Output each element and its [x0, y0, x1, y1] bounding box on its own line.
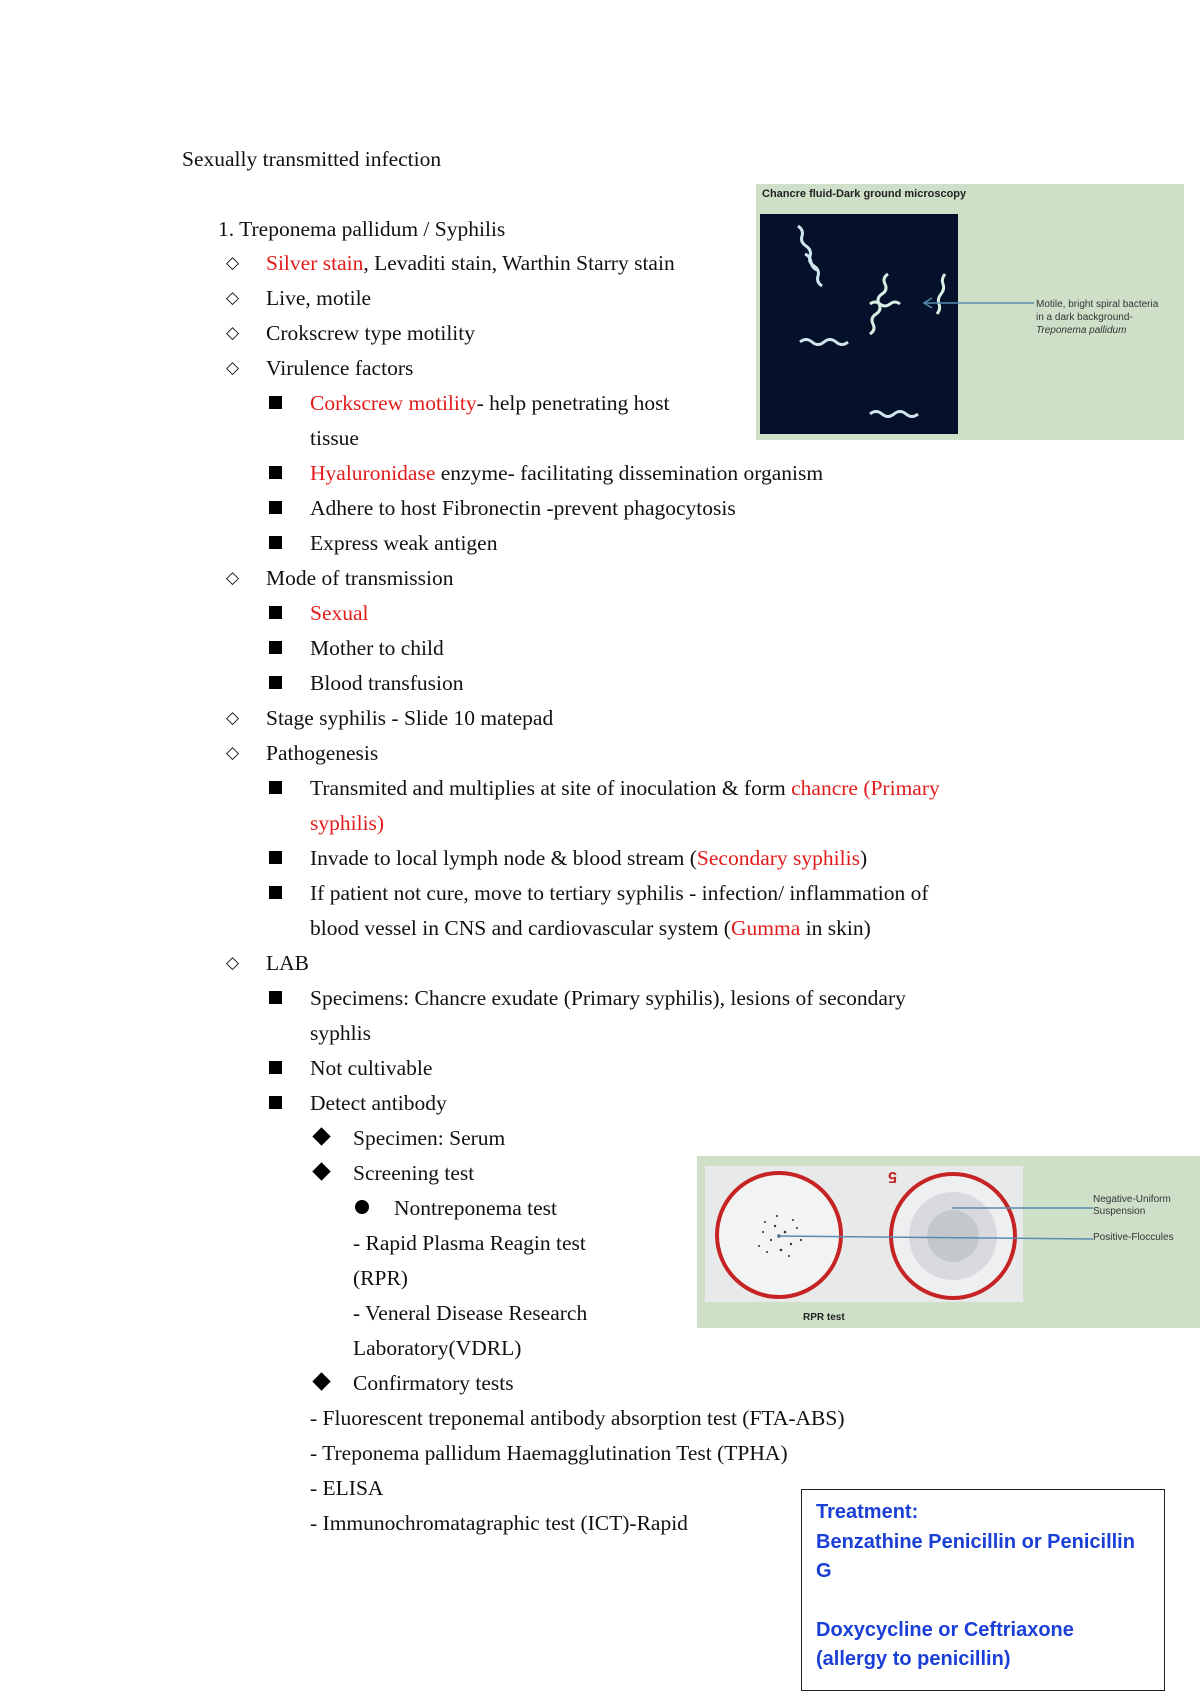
transmission-label: Mode of transmission — [266, 566, 454, 590]
circle-bullet-icon — [355, 1200, 369, 1214]
p3-post-text: in skin) — [800, 916, 871, 940]
vdrl-line-2: Laboratory(VDRL) — [353, 1336, 522, 1360]
motility-item: Crokscrew type motility — [266, 321, 475, 345]
note-line-2: in a dark background- — [1036, 312, 1133, 323]
note-line-3: Treponema pallidum — [1036, 325, 1127, 336]
rpr-line-2: (RPR) — [353, 1266, 408, 1290]
diamond-bullet-icon — [312, 1372, 330, 1390]
pathogenesis-item-2 — [310, 843, 867, 873]
pathogenesis-item-1 — [310, 773, 940, 803]
treatment-box — [801, 1489, 1165, 1691]
negative-label — [1093, 1194, 1171, 1218]
pathogenesis-item-1-cont: syphilis) — [310, 811, 385, 835]
square-bullet-icon — [269, 851, 282, 864]
treatment-line-2: Doxycycline or Ceftriaxone — [816, 1618, 1074, 1641]
spirochete-drawing — [760, 214, 958, 434]
stage-item: Stage syphilis - Slide 10 matepad — [266, 706, 554, 730]
adhere-item: Adhere to host Fibronectin -prevent phagocytosis — [310, 496, 736, 520]
p1-text: Transmited and multiplies at site of inoculation & form — [310, 776, 792, 800]
pointer-arrow-icon — [916, 274, 1036, 314]
treatment-line-1: Benzathine Penicillin or Penicillin G — [816, 1530, 1135, 1582]
microscopy-figure — [756, 184, 1184, 440]
lab-label: LAB — [266, 951, 309, 975]
elisa-item: - ELISA — [310, 1476, 384, 1500]
square-bullet-icon — [269, 501, 282, 514]
negative-label-line-1: Negative-Uniform — [1093, 1194, 1171, 1205]
pathogenesis-label: Pathogenesis — [266, 741, 379, 765]
hollow-diamond-bullet-icon: ◇ — [226, 288, 240, 307]
rpr-caption: RPR test — [803, 1312, 845, 1323]
square-bullet-icon — [269, 886, 282, 899]
specimens-item: Specimens: Chancre exudate (Primary syphilis), lesions of secondary — [310, 986, 906, 1010]
square-bullet-icon — [269, 1061, 282, 1074]
stain-rest-text: , Levaditi stain, Warthin Starry stain — [363, 251, 675, 275]
hollow-diamond-bullet-icon: ◇ — [226, 568, 240, 587]
square-bullet-icon — [269, 606, 282, 619]
treatment-title: Treatment: — [816, 1501, 919, 1523]
positive-label: Positive-Floccules — [1093, 1232, 1174, 1243]
p2-text: Invade to local lymph node & blood stream ( — [310, 846, 697, 870]
square-bullet-icon — [269, 641, 282, 654]
corkscrew-item — [310, 388, 669, 418]
corkscrew-continuation: tissue — [310, 426, 359, 450]
hyaluronidase-item — [310, 458, 823, 488]
live-item: Live, motile — [266, 286, 372, 310]
microscopy-caption: Chancre fluid-Dark ground microscopy — [762, 188, 967, 200]
stain-red-text: Silver stain — [266, 251, 364, 275]
not-cultivable-item: Not cultivable — [310, 1056, 433, 1080]
diamond-bullet-icon — [312, 1127, 330, 1145]
hollow-diamond-bullet-icon: ◇ — [226, 253, 240, 272]
specimens-item-cont: syphlis — [310, 1021, 371, 1045]
nontreponema-item: Nontreponema test — [394, 1196, 557, 1220]
microscopy-note — [1036, 298, 1186, 337]
card-number: 5 — [888, 1168, 897, 1185]
square-bullet-icon — [269, 991, 282, 1004]
square-bullet-icon — [269, 536, 282, 549]
tpha-item: - Treponema pallidum Haemagglutination Test (TPHA) — [310, 1441, 788, 1465]
negative-label-line-2: Suspension — [1093, 1206, 1146, 1217]
pathogenesis-item-3-cont — [310, 913, 871, 943]
p2-post-text: ) — [859, 846, 868, 870]
confirmatory-item: Confirmatory tests — [353, 1371, 514, 1395]
p1-red-text: chancre (Primary — [791, 776, 940, 800]
hollow-diamond-bullet-icon: ◇ — [226, 953, 240, 972]
mother-item: Mother to child — [310, 636, 444, 660]
fta-item: - Fluorescent treponemal antibody absorption test (FTA-ABS) — [310, 1406, 845, 1430]
corkscrew-rest-text: - help penetrating host — [476, 391, 670, 415]
weak-antigen-item: Express weak antigen — [310, 531, 498, 555]
serum-item: Specimen: Serum — [353, 1126, 506, 1150]
hollow-diamond-bullet-icon: ◇ — [226, 708, 240, 727]
detect-antibody-item: Detect antibody — [310, 1091, 447, 1115]
p3-text: blood vessel in CNS and cardiovascular system ( — [310, 916, 731, 940]
square-bullet-icon — [269, 781, 282, 794]
square-bullet-icon — [269, 676, 282, 689]
square-bullet-icon — [269, 466, 282, 479]
square-bullet-icon — [269, 396, 282, 409]
hollow-diamond-bullet-icon: ◇ — [226, 743, 240, 762]
rpr-figure — [697, 1156, 1200, 1328]
section-heading: 1. Treponema pallidum / Syphilis — [218, 217, 506, 241]
stain-item — [266, 248, 675, 278]
square-bullet-icon — [269, 1096, 282, 1109]
ict-item: - Immunochromatagraphic test (ICT)-Rapid — [310, 1511, 688, 1535]
sexual-item: Sexual — [310, 601, 369, 625]
note-line-1: Motile, bright spiral bacteria — [1036, 299, 1159, 310]
screening-item: Screening test — [353, 1161, 475, 1185]
rpr-line-1: - Rapid Plasma Reagin test — [353, 1231, 586, 1255]
hollow-diamond-bullet-icon: ◇ — [226, 323, 240, 342]
hollow-diamond-bullet-icon: ◇ — [226, 358, 240, 377]
treatment-spacer — [816, 1587, 1150, 1616]
pathogenesis-item-3: If patient not cure, move to tertiary syphilis - infection/ inflammation of — [310, 881, 929, 905]
blood-item: Blood transfusion — [310, 671, 464, 695]
hyaluronidase-red-text: Hyaluronidase — [310, 461, 436, 485]
treatment-line-3: (allergy to penicillin) — [816, 1648, 1011, 1670]
diamond-bullet-icon — [312, 1162, 330, 1180]
vdrl-line-1: - Veneral Disease Research — [353, 1301, 588, 1325]
p2-red-text: Secondary syphilis — [696, 846, 860, 870]
p3-red-text: Gumma — [730, 916, 801, 940]
corkscrew-red-text: Corkscrew motility — [310, 391, 477, 415]
microscopy-image — [760, 214, 958, 434]
document-title: Sexually transmitted infection — [182, 147, 442, 171]
hyaluronidase-rest-text: enzyme- facilitating dissemination organism — [435, 461, 824, 485]
virulence-label: Virulence factors — [266, 356, 414, 380]
